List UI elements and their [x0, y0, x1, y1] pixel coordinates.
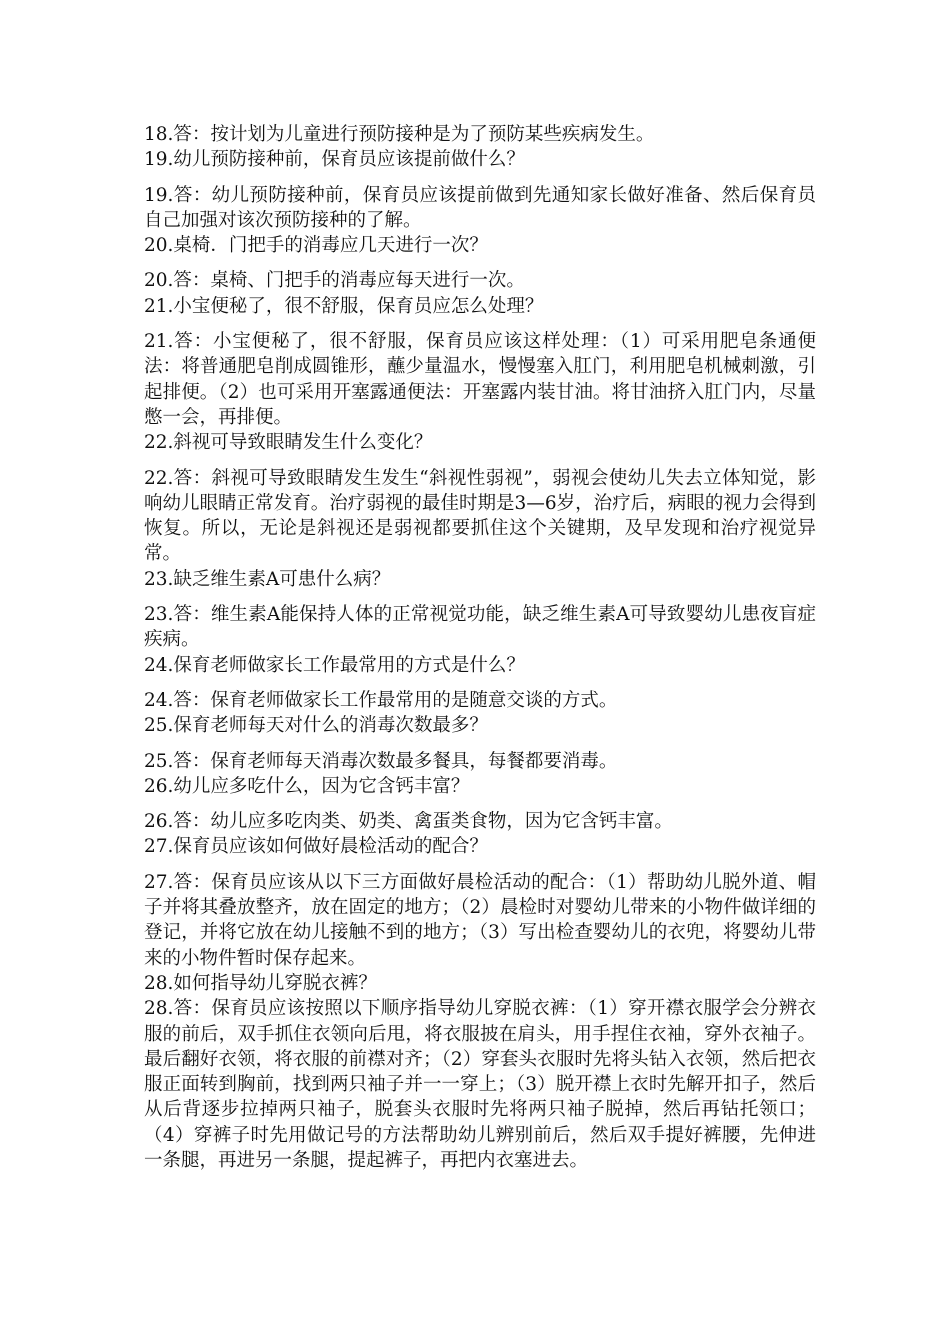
answer-19: 19.答：幼儿预防接种前，保育员应该提前做到先通知家长做好准备、然后保育员自己加强对该次预防接种的了解。 — [144, 184, 816, 231]
question-24: 24.保育老师做家长工作最常用的方式是什么？ — [144, 654, 525, 676]
question-22: 22.斜视可导致眼睛发生什么变化？ — [144, 432, 433, 454]
answer-27: 27.答：保育员应该从以下三方面做好晨检活动的配合：（1）帮助幼儿脱外道、帽子并将其叠放整齐，放在固定的地方；（2）晨检时对婴幼儿带来的小物件做详细的登记，并将它放在幼儿接触不到的地方；（3）写出检查婴幼儿的衣兜，将婴幼儿带来的小物件暂时保存起来。 — [144, 871, 816, 969]
answer-23: 23.答：维生素A能保持人体的正常视觉功能，缺乏维生素A可导致婴幼儿患夜盲症疾病。 — [144, 604, 816, 651]
question-21: 21.小宝便秘了，很不舒服，保育员应怎么处理？ — [144, 295, 544, 317]
document-body — [144, 122, 816, 1173]
answer-21: 21.答：小宝便秘了，很不舒服，保育员应该这样处理：（1）可采用肥皂条通便法：将普通肥皂削成圆锥形，蘸少量温水，慢慢塞入肛门，利用肥皂机械刺激，引起排便。（2）也可采用开塞露通便法：开塞露内装甘油。将甘油挤入肛门内，尽量憋一会，再排便。 — [144, 331, 816, 428]
answer-26: 26.答：幼儿应多吃肉类、奶类、禽蛋类食物，因为它含钙丰富。 — [144, 811, 673, 833]
answer-25: 25.答：保育老师每天消毒次数最多餐具，每餐都要消毒。 — [144, 750, 618, 772]
question-20: 20.桌椅．门把手的消毒应几天进行一次？ — [144, 235, 488, 257]
answer-18: 18.答：按计划为儿童进行预防接种是为了预防某些疾病发生。 — [144, 124, 655, 145]
answer-22: 22.答：斜视可导致眼睛发生发生“斜视性弱视”，弱视会使幼儿失去立体知觉，影响幼儿眼睛正常发育。治疗弱视的最佳时期是3—6岁，治疗后，病眼的视力会得到恢复。所以，无论是斜视还是弱视都要抓住这个关键期，及早发现和治疗视觉异常。 — [144, 467, 816, 565]
question-27: 27.保育员应该如何做好晨检活动的配合？ — [144, 836, 488, 858]
answer-24: 24.答：保育老师做家长工作最常用的是随意交谈的方式。 — [144, 689, 618, 711]
answer-28: 28.答：保育员应该按照以下顺序指导幼儿穿脱衣裤：（1）穿开襟衣服学会分辨衣服的前后，双手抓住衣领向后甩，将衣服披在肩头，用手捏住衣袖，穿外衣袖子。最后翻好衣领，将衣服的前襟对齐；（2）穿套头衣服时先将头钻入衣领，然后把衣服正面转到胸前，找到两只袖子并一一穿上；（3）脱开襟上衣时先解开扣子，然后从后背逐步拉掉两只袖子，脱套头衣服时先将两只袖子脱掉，然后再钻托领口；（4）穿裤子时先用做记号的方法帮助幼儿辨别前后，然后双手提好裤腰，先伸进一条腿，再进另一条腿，提起裤子，再把内衣塞进去。 — [144, 998, 816, 1171]
question-26: 26.幼儿应多吃什么，因为它含钙丰富？ — [144, 775, 470, 797]
question-25: 25.保育老师每天对什么的消毒次数最多？ — [144, 715, 488, 737]
question-23: 23.缺乏维生素A可患什么病？ — [144, 568, 391, 590]
question-19: 19.幼儿预防接种前，保育员应该提前做什么？ — [144, 149, 525, 171]
question-28: 28.如何指导幼儿穿脱衣裤？ — [144, 972, 377, 994]
answer-20: 20.答：桌椅、门把手的消毒应每天进行一次。 — [144, 270, 525, 292]
